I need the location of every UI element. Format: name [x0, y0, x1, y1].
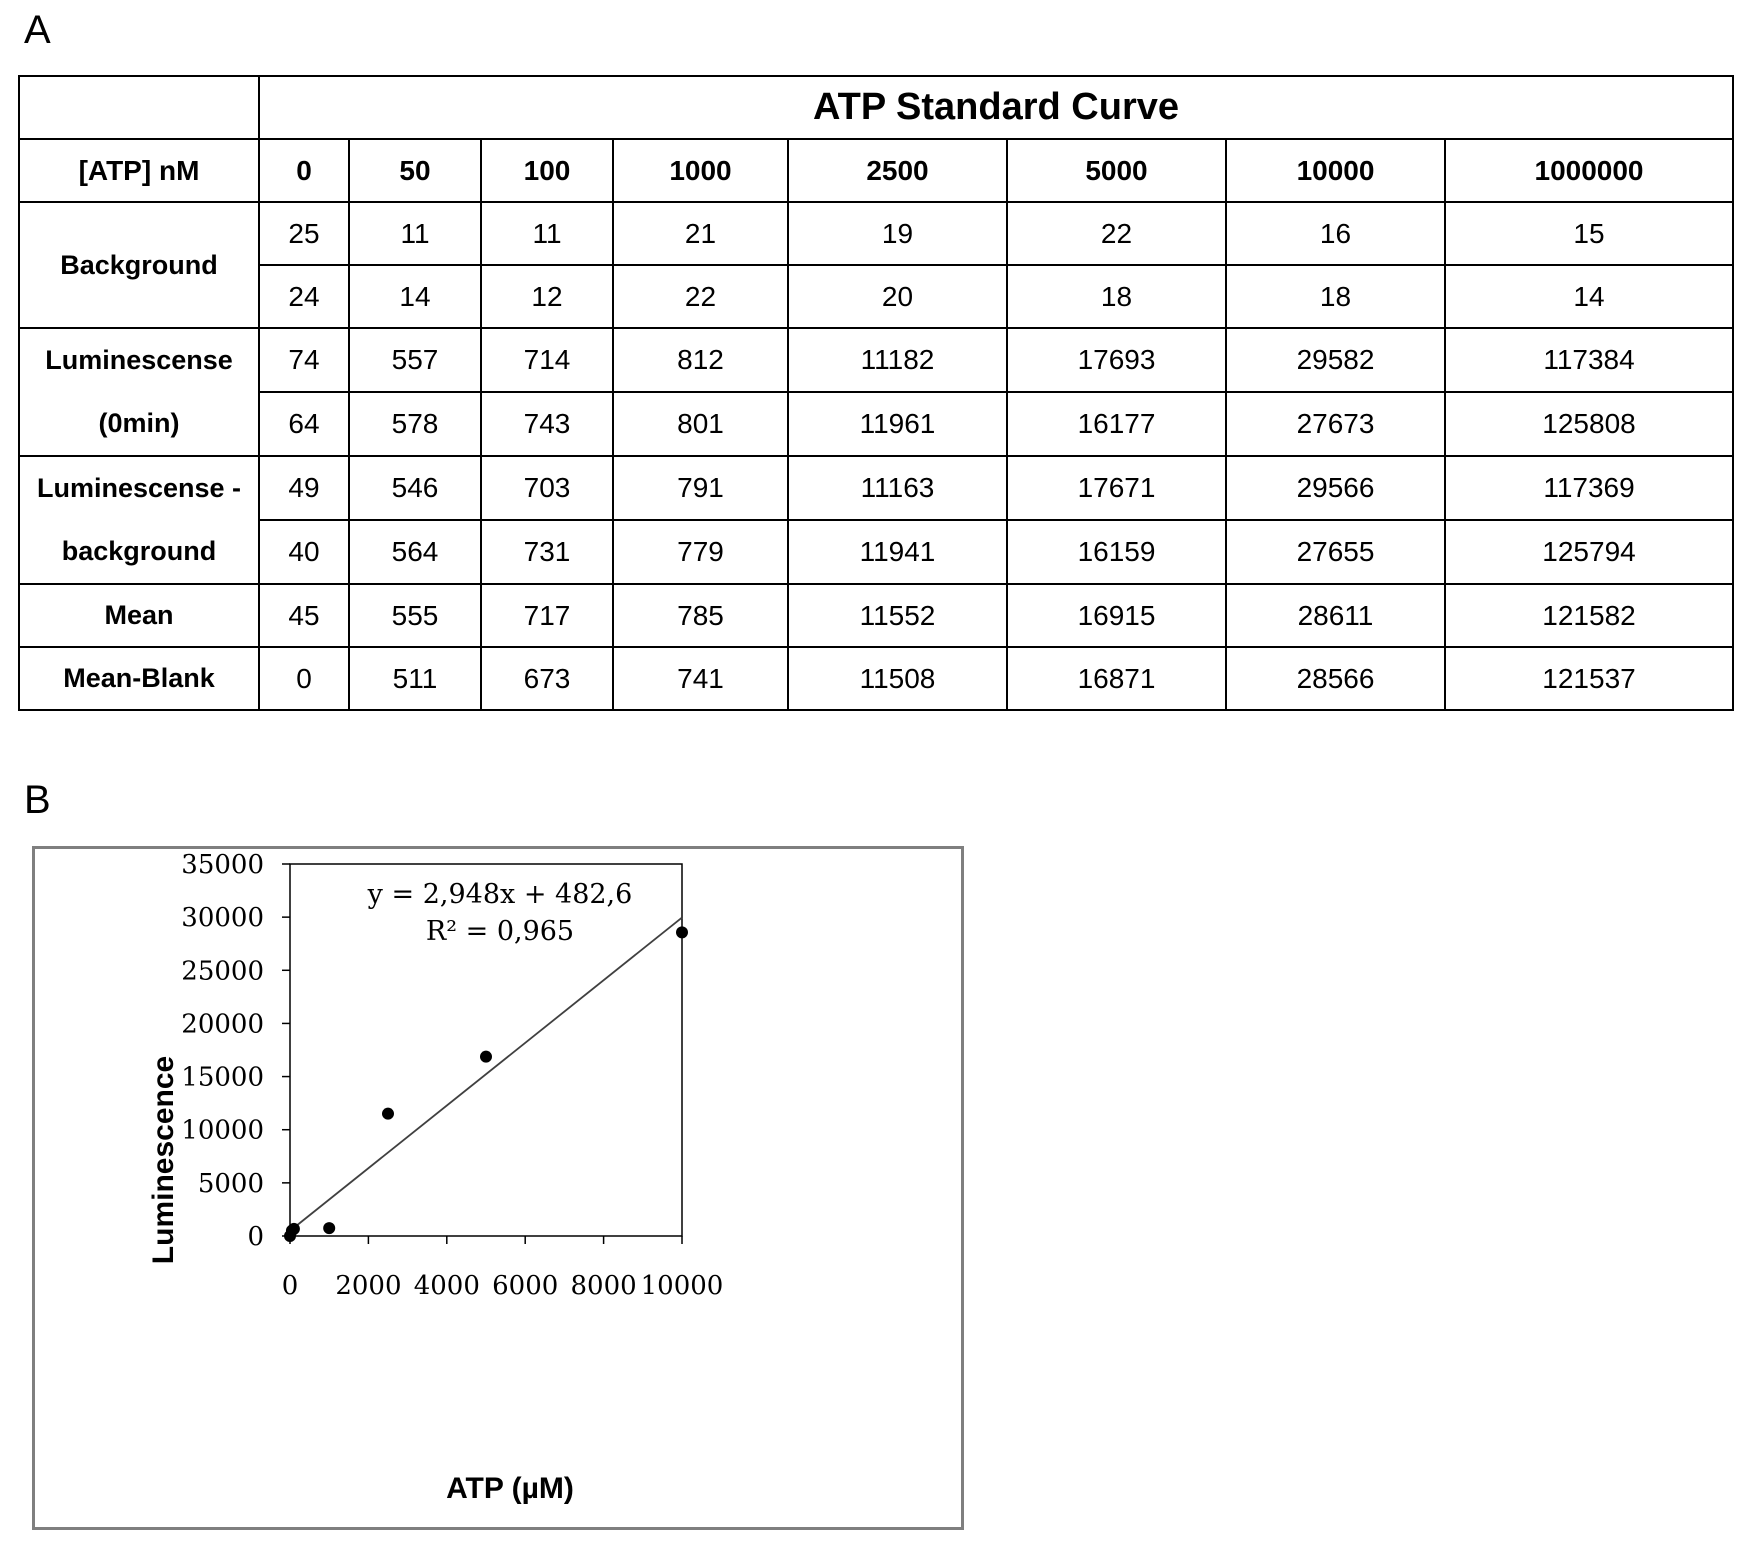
- table-cell: 17693: [1007, 328, 1226, 392]
- table-cell: 12: [481, 265, 613, 328]
- table-cell: 28611: [1226, 584, 1445, 647]
- table-cell: 11182: [788, 328, 1007, 392]
- y-tick-label: 35000: [181, 850, 264, 880]
- table-cell: 27673: [1226, 392, 1445, 456]
- table-cell: 21: [613, 202, 788, 265]
- table-cell: 11961: [788, 392, 1007, 456]
- table-cell: 717: [481, 584, 613, 647]
- table-cell: 16177: [1007, 392, 1226, 456]
- table-cell: 27655: [1226, 520, 1445, 584]
- concentration-header-cell: 2500: [788, 139, 1007, 202]
- x-tick-label: 6000: [492, 1271, 559, 1301]
- table-cell: 17671: [1007, 456, 1226, 520]
- trendline-equation: y = 2,948x + 482,6: [367, 879, 633, 910]
- table-cell: 22: [613, 265, 788, 328]
- table-cell: 546: [349, 456, 481, 520]
- table-cell: 24: [259, 265, 349, 328]
- table-cell: 117369: [1445, 456, 1733, 520]
- y-tick-label: 15000: [181, 1062, 264, 1093]
- table-cell: 45: [259, 584, 349, 647]
- x-axis-label: ATP (µM): [446, 1472, 574, 1505]
- table-cell: 11508: [788, 647, 1007, 710]
- y-tick-label: 30000: [181, 903, 264, 934]
- table-cell: 741: [613, 647, 788, 710]
- table-cell: 14: [349, 265, 481, 328]
- row-label: [19, 584, 259, 647]
- table-cell: 25: [259, 202, 349, 265]
- concentration-header-cell: 10000: [1226, 139, 1445, 202]
- y-tick-label: 25000: [181, 956, 264, 987]
- table-corner-cell: [19, 76, 259, 139]
- x-tick-label: 10000: [640, 1271, 724, 1301]
- data-point: [480, 1051, 492, 1063]
- table-cell: 16871: [1007, 647, 1226, 710]
- concentration-header-cell: 100: [481, 139, 613, 202]
- table-cell: 29582: [1226, 328, 1445, 392]
- concentration-header-cell: 0: [259, 139, 349, 202]
- table-cell: 125794: [1445, 520, 1733, 584]
- table-cell: 555: [349, 584, 481, 647]
- table-cell: 16: [1226, 202, 1445, 265]
- table-cell: 121537: [1445, 647, 1733, 710]
- table-cell: 511: [349, 647, 481, 710]
- table-cell: 743: [481, 392, 613, 456]
- row-label: [19, 202, 259, 328]
- table-cell: 564: [349, 520, 481, 584]
- table-cell: 117384: [1445, 328, 1733, 392]
- concentration-header-cell: 1000000: [1445, 139, 1733, 202]
- y-tick-label: 0: [247, 1222, 264, 1252]
- table-cell: 779: [613, 520, 788, 584]
- concentration-header-cell: 1000: [613, 139, 788, 202]
- y-tick-label: 5000: [197, 1168, 264, 1199]
- table-cell: 121582: [1445, 584, 1733, 647]
- concentration-header-label: [ATP] nM: [19, 139, 259, 202]
- table-cell: 812: [613, 328, 788, 392]
- table-cell: 0: [259, 647, 349, 710]
- trendline: [290, 918, 682, 1231]
- table-cell: 11: [349, 202, 481, 265]
- row-label-line: (0min): [98, 408, 180, 438]
- table-cell: 28566: [1226, 647, 1445, 710]
- table-cell: 18: [1007, 265, 1226, 328]
- table-cell: 578: [349, 392, 481, 456]
- x-tick-label: 2000: [335, 1271, 402, 1301]
- table-cell: 731: [481, 520, 613, 584]
- table-cell: 11941: [788, 520, 1007, 584]
- table-cell: 785: [613, 584, 788, 647]
- x-tick-label: 0: [281, 1271, 299, 1301]
- table-cell: 11163: [788, 456, 1007, 520]
- row-label: [19, 456, 259, 584]
- concentration-header-cell: 5000: [1007, 139, 1226, 202]
- data-point: [323, 1222, 335, 1234]
- row-label-line: Background: [60, 249, 218, 280]
- table-cell: 29566: [1226, 456, 1445, 520]
- data-point: [382, 1108, 394, 1120]
- table-cell: 18: [1226, 265, 1445, 328]
- table-cell: 703: [481, 456, 613, 520]
- table-cell: 20: [788, 265, 1007, 328]
- panel-b-label: B: [24, 778, 51, 822]
- table-cell: 125808: [1445, 392, 1733, 456]
- table-cell: 40: [259, 520, 349, 584]
- table-cell: 791: [613, 456, 788, 520]
- data-point: [288, 1223, 300, 1235]
- scatter-chart: [35, 849, 961, 1527]
- table-title: ATP Standard Curve: [259, 76, 1733, 139]
- row-label-line: Luminescense: [45, 345, 233, 375]
- table-cell: 673: [481, 647, 613, 710]
- row-label-line: background: [61, 536, 217, 566]
- r-squared-label: R² = 0,965: [425, 916, 575, 947]
- data-point: [676, 926, 688, 938]
- row-label-line: Mean-Blank: [63, 663, 215, 693]
- y-tick-label: 20000: [181, 1009, 264, 1040]
- concentration-header-cell: 50: [349, 139, 481, 202]
- chart-frame: [32, 846, 964, 1530]
- table-cell: 11: [481, 202, 613, 265]
- table-cell: 74: [259, 328, 349, 392]
- atp-standard-table: [18, 75, 1734, 711]
- table-cell: 16159: [1007, 520, 1226, 584]
- table-cell: 22: [1007, 202, 1226, 265]
- table-cell: 64: [259, 392, 349, 456]
- x-tick-label: 4000: [413, 1271, 480, 1301]
- table-cell: 16915: [1007, 584, 1226, 647]
- table-cell: 714: [481, 328, 613, 392]
- panel-a-label: A: [24, 8, 51, 52]
- table-cell: 49: [259, 456, 349, 520]
- row-label: [19, 328, 259, 456]
- y-axis-label: Luminescence: [147, 1055, 180, 1265]
- table-cell: 15: [1445, 202, 1733, 265]
- table-cell: 801: [613, 392, 788, 456]
- table-cell: 19: [788, 202, 1007, 265]
- table-cell: 557: [349, 328, 481, 392]
- row-label-line: Luminescense -: [36, 473, 242, 503]
- table-cell: 14: [1445, 265, 1733, 328]
- x-tick-label: 8000: [570, 1271, 637, 1301]
- row-label: [19, 647, 259, 710]
- table-cell: 11552: [788, 584, 1007, 647]
- y-tick-label: 10000: [181, 1115, 264, 1146]
- row-label-line: Mean: [104, 600, 174, 630]
